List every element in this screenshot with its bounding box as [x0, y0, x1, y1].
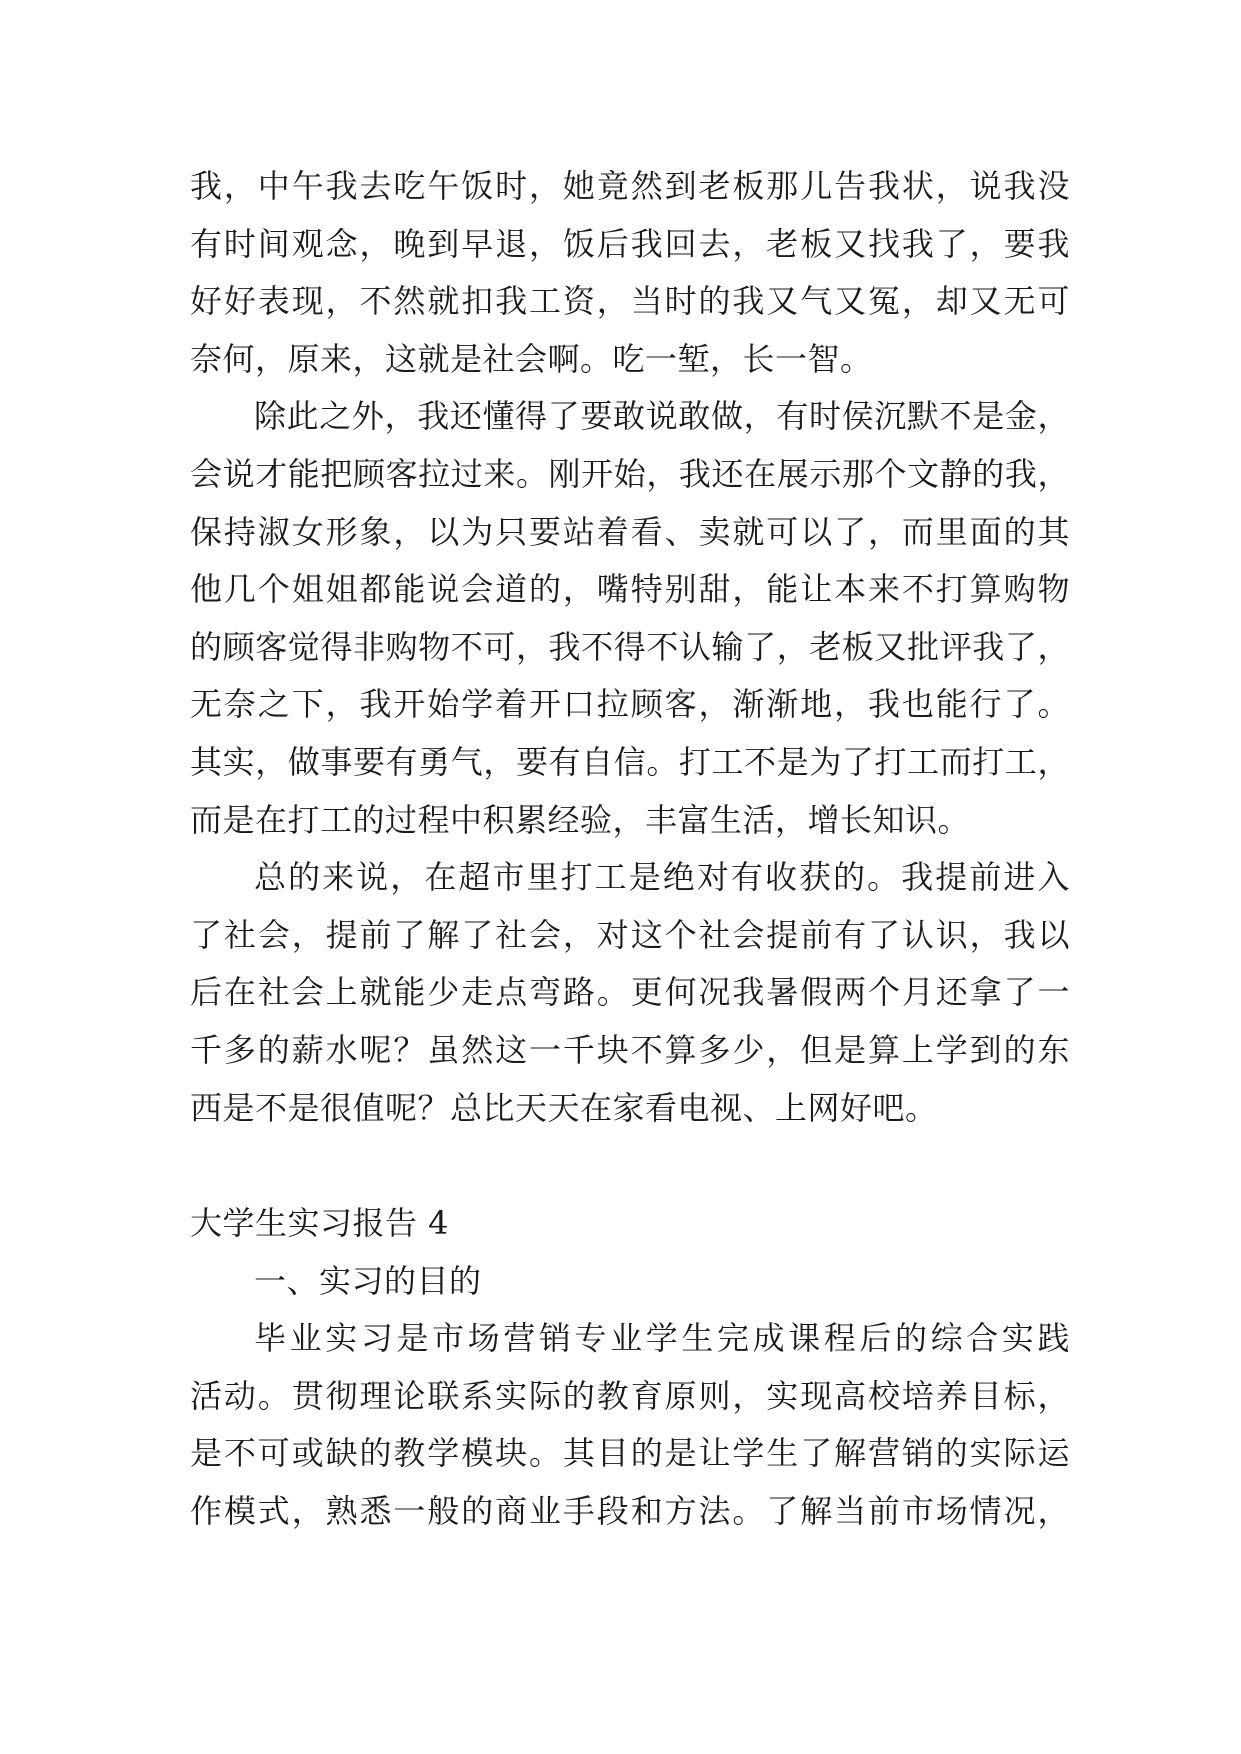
- section-title: 大学生实习报告 4: [190, 1204, 450, 1243]
- text-line: 保持淑女形象，以为只要站着看、卖就可以了，而里面的其: [190, 512, 1070, 551]
- text-line: 了社会，提前了解了社会，对这个社会提前有了认识，我以: [190, 915, 1070, 954]
- paragraph-4: [190, 1310, 1070, 1540]
- document-body: [190, 158, 1070, 1541]
- subheading: 一、实习的目的: [254, 1261, 482, 1300]
- text-line: 作模式，熟悉一般的商业手段和方法。了解当前市场情况，: [190, 1492, 1070, 1531]
- section-gap: [190, 1137, 1070, 1195]
- text-line: 除此之外，我还懂得了要敢说敢做，有时侯沉默不是金，: [254, 397, 1070, 436]
- text-line: 好好表现，不然就扣我工资，当时的我又气又冤，却又无可: [190, 282, 1070, 321]
- text-line: 无奈之下，我开始学着开口拉顾客，渐渐地，我也能行了。: [190, 685, 1070, 724]
- text-line: 其实，做事要有勇气，要有自信。打工不是为了打工而打工，: [190, 742, 1070, 781]
- text-line: 会说才能把顾客拉过来。刚开始，我还在展示那个文静的我，: [190, 454, 1070, 493]
- text-line: 毕业实习是市场营销专业学生完成课程后的综合实践: [254, 1319, 1070, 1358]
- text-line: 奈何，原来，这就是社会啊。吃一堑，长一智。: [190, 339, 873, 378]
- text-line: 的顾客觉得非购物不可，我不得不认输了，老板又批评我了，: [190, 627, 1070, 666]
- text-line: 有时间观念，晚到早退，饭后我回去，老板又找我了，要我: [190, 224, 1070, 263]
- text-line: 我，中午我去吃午饭时，她竟然到老板那儿告我状，说我没: [190, 167, 1070, 205]
- text-line: 千多的薪水呢？虽然这一千块不算多少，但是算上学到的东: [190, 1030, 1070, 1069]
- text-line: 是不可或缺的教学模块。其目的是让学生了解营销的实际运: [190, 1434, 1070, 1473]
- text-line: 而是在打工的过程中积累经验，丰富生活，增长知识。: [190, 800, 971, 839]
- paragraph-continued: [190, 158, 1070, 388]
- paragraph-3: [190, 849, 1070, 1137]
- paragraph-2: [190, 388, 1070, 849]
- text-line: 西是不是很值呢？总比天天在家看电视、上网好吧。: [190, 1088, 938, 1127]
- text-line: 后在社会上就能少走点弯路。更何况我暑假两个月还拿了一: [190, 973, 1070, 1012]
- text-line: 他几个姐姐都能说会道的，嘴特别甜，能让本来不打算购物: [190, 570, 1070, 609]
- text-line: 总的来说，在超市里打工是绝对有收获的。我提前进入: [254, 858, 1070, 897]
- text-line: 活动。贯彻理论联系实际的教育原则，实现高校培养目标，: [190, 1376, 1070, 1415]
